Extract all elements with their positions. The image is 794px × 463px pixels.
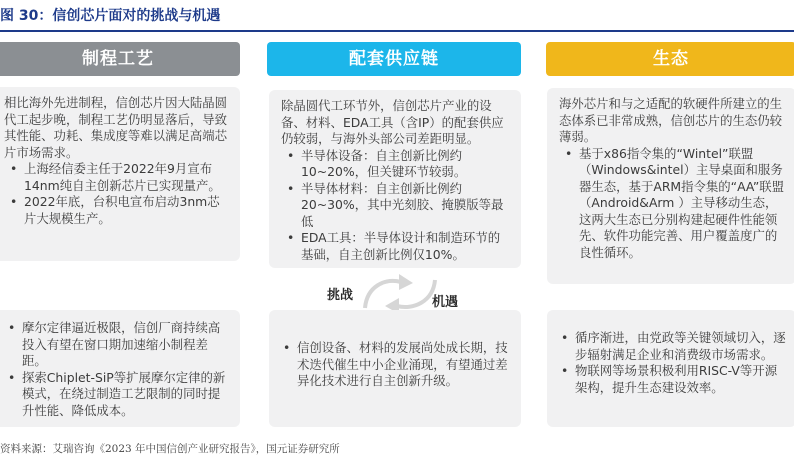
process-challenge-card	[0, 87, 240, 261]
title-rule	[0, 30, 794, 32]
ecosystem-challenge-list	[559, 146, 786, 262]
supply-opportunity-list	[277, 340, 511, 390]
list-item: • 信创设备、材料的发展尚处成长期，技术迭代催生中小企业涌现，有望通过差异化技术进行自主创新升级。	[277, 340, 511, 390]
ecosystem-opportunity-card	[547, 310, 794, 427]
list-item: • 半导体材料：自主创新比例约20~30%，其中光刻胶、掩膜版等最低	[281, 181, 511, 231]
opportunity-label: 机遇	[432, 295, 459, 310]
header-supply-chain: 配套供应链	[267, 42, 521, 76]
source-note: 资料来源：艾瑞咨询《2023 年中国信创产业研究报告》，国元证券研究所	[0, 443, 340, 455]
process-challenge-intro: 相比海外先进制程，信创芯片因大陆晶圆代工起步晚，制程工艺仍明显落后，导致其性能、功耗、集成度等难以满足高端芯片市场需求。	[4, 95, 228, 160]
arrow-head-upper	[399, 274, 413, 290]
list-item: • 半导体设备：自主创新比例约10~20%，但关键环节较弱。	[281, 148, 511, 181]
supply-challenge-list	[281, 148, 511, 264]
list-item: • 摩尔定律逼近极限，信创厂商持续高投入有望在窗口期加速缩小制程差距。	[2, 320, 230, 370]
list-item: • 探索Chiplet-SiP等扩展摩尔定律的新模式，在绕过制造工艺限制的同时提升性能、降低成本。	[2, 370, 230, 420]
header-ecosystem: 生态	[546, 42, 794, 76]
challenge-label: 挑战	[327, 288, 354, 303]
list-item: • EDA工具：半导体设计和制造环节的基础，自主创新比例仅10%。	[281, 230, 511, 263]
header-process: 制程工艺	[0, 42, 240, 76]
list-item: • 上海经信委主任于2022年9月宣布14nm纯自主创新芯片已实现量产。	[4, 161, 230, 194]
ecosystem-challenge-card	[547, 88, 794, 284]
supply-challenge-card	[269, 90, 521, 268]
process-opportunity-card	[0, 310, 240, 427]
list-item: • 2022年底，台积电宣布启动3nm芯片大规模生产。	[4, 194, 230, 227]
ecosystem-opportunity-list	[555, 330, 786, 396]
ecosystem-challenge-intro: 海外芯片和与之适配的软硬件所建立的生态体系已非常成熟，信创芯片的生态仍较薄弱。	[559, 96, 783, 144]
process-challenge-list	[4, 161, 230, 227]
supply-opportunity-card	[269, 310, 521, 427]
list-item: • 循序渐进，由党政等关键领域切入，逐步辐射满足企业和消费级市场需求。	[555, 330, 786, 363]
figure-title: 图 30：信创芯片面对的挑战与机遇	[0, 8, 221, 24]
supply-challenge-intro: 除晶圆代工环节外，信创芯片产业的设备、材料、EDA工具（含IP）的配套供应仍较弱，与海外头部公司差距明显。	[281, 98, 504, 146]
process-opportunity-list	[2, 320, 230, 419]
list-item: • 基于x86指令集的“Wintel”联盟（Windows&intel）主导桌面和服务器生态，基于ARM指令集的“AA”联盟（Android&Arm ）主导移动生态，这两大生态已分别构建起硬件性能领先、软件功能完善、用户覆盖度广的良性循环。	[559, 146, 786, 262]
list-item: • 物联网等场景积极利用RISC-V等开源架构，提升生态建设效率。	[555, 363, 786, 396]
